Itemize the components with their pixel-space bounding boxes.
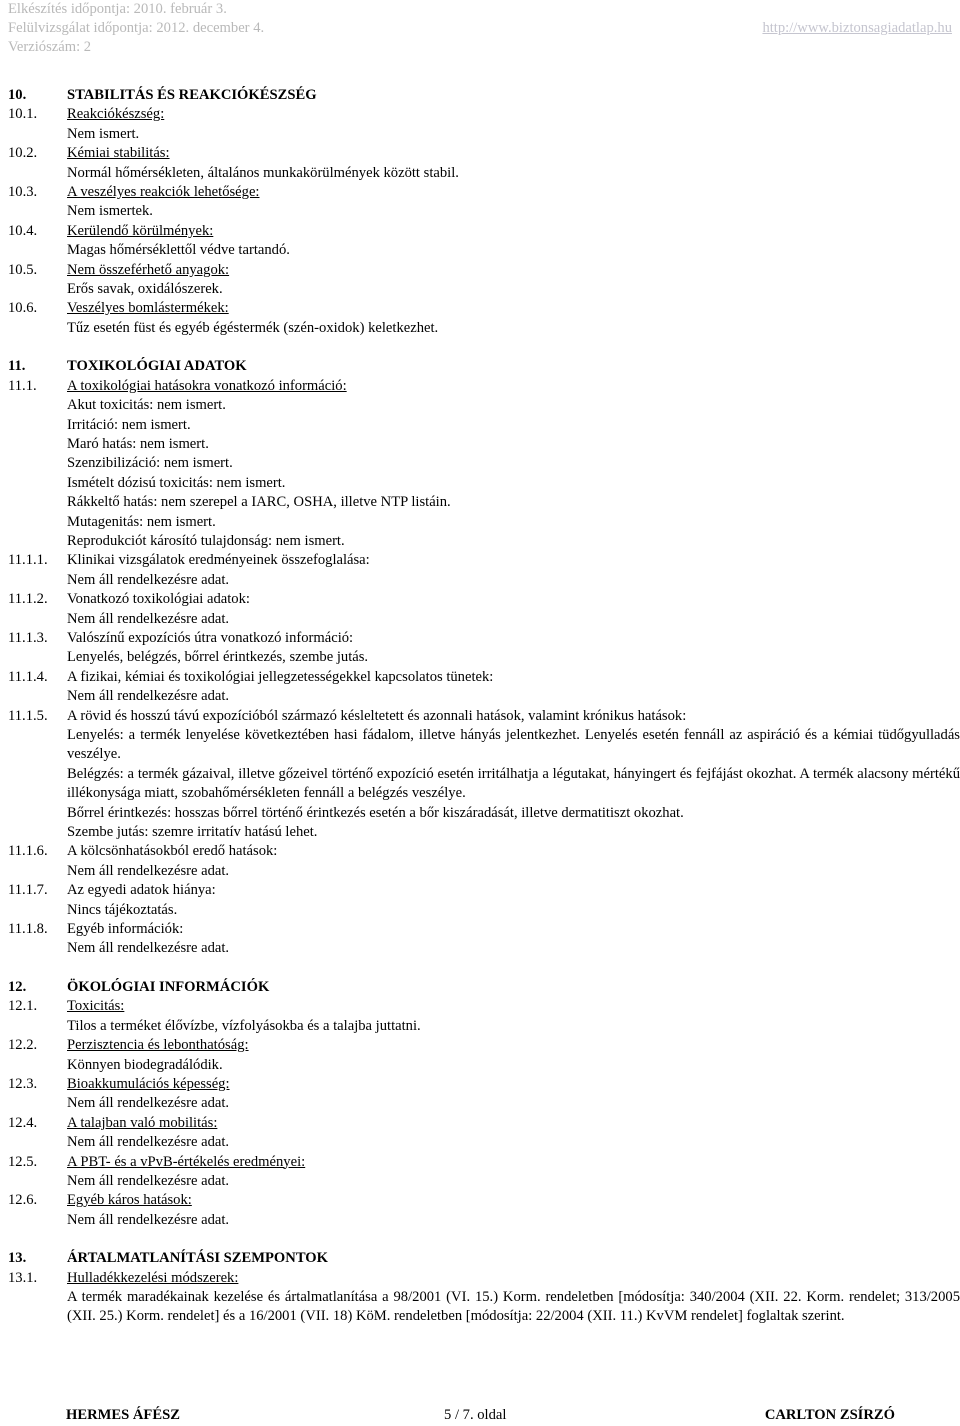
subsection-heading — [8, 590, 960, 609]
subsection-number: 11.1.6. — [8, 843, 48, 860]
version-number: Verziószám: 2 — [8, 39, 92, 55]
subsection-heading — [8, 1075, 960, 1094]
subsection-number: 11.1.3. — [8, 629, 48, 646]
subsection-text: Könnyen biodegradálódik. — [67, 1056, 223, 1073]
section-number: 11. — [8, 358, 26, 375]
subsection-label: Toxicitás: — [67, 998, 125, 1015]
page-header — [8, 0, 952, 60]
toxicity-line: Maró hatás: nem ismert. — [67, 435, 209, 452]
subsection-text: Erős savak, oxidálószerek. — [67, 281, 223, 298]
section-heading — [8, 978, 960, 997]
subsection-label: Valószínű expozíciós útra vonatkozó információ: — [67, 629, 354, 646]
website-link[interactable]: http://www.biztonsagiadatlap.hu — [762, 20, 952, 36]
subsection-heading — [8, 261, 960, 280]
subsection-heading — [8, 222, 960, 241]
subsection-label: Egyéb káros hatások: — [67, 1192, 192, 1209]
eye-contact-paragraph: Szembe jutás: szemre irritatív hatású lehet. — [67, 824, 318, 841]
subsection-label: Bioakkumulációs képesség: — [67, 1075, 230, 1092]
section-number: 12. — [8, 978, 27, 995]
subsection-number: 12.4. — [8, 1114, 38, 1131]
subsection-heading — [8, 105, 960, 124]
subsection-label: A rövid és hosszú távú expozícióból származó késleltetett és azonnali hatások, valamint krónikus hatások: — [67, 707, 687, 724]
section-heading — [8, 1249, 960, 1268]
subsection-number: 10.2. — [8, 145, 38, 162]
subsection-heading — [8, 1191, 960, 1210]
subsection-number: 13.1. — [8, 1269, 38, 1286]
subsection-heading — [8, 183, 960, 202]
page-number: 5 / 7. oldal — [444, 1407, 507, 1423]
subsection-heading — [8, 377, 960, 396]
subsection-heading — [8, 1114, 960, 1133]
subsection-number: 12.6. — [8, 1192, 38, 1209]
subsection-number: 10.6. — [8, 300, 38, 317]
subsection-label: Az egyedi adatok hiánya: — [67, 882, 216, 899]
subsection-label: A veszélyes reakciók lehetősége: — [67, 184, 260, 201]
subsection-number: 10.4. — [8, 222, 38, 239]
subsection-label: A PBT- és a vPvB-értékelés eredményei: — [67, 1153, 306, 1170]
subsection-number: 10.1. — [8, 106, 38, 123]
subsection-text: Tilos a terméket élővízbe, vízfolyásokba és a talajba juttatni. — [67, 1017, 421, 1034]
subsection-label: Klinikai vizsgálatok eredményeinek összefoglalása: — [67, 552, 370, 569]
subsection-text: Normál hőmérsékleten, általános munkakörülmények között stabil. — [67, 164, 459, 181]
subsection-label: Hulladékkezelési módszerek: — [67, 1269, 239, 1286]
subsection-number: 11.1.1. — [8, 552, 48, 569]
company-name: HERMES ÁFÉSZ — [66, 1407, 180, 1423]
revision-date: Felülvizsgálat időpontja: 2012. december 4. — [8, 20, 265, 36]
toxicity-line: Akut toxicitás: nem ismert. — [67, 397, 226, 414]
section-title: STABILITÁS ÉS REAKCIÓKÉSZSÉG — [67, 87, 317, 103]
subsection-text: Nem áll rendelkezésre adat. — [67, 1095, 230, 1112]
subsection-label: Egyéb információk: — [67, 921, 184, 938]
subsection-text: Nem áll rendelkezésre adat. — [67, 940, 230, 957]
subsection-number: 12.1. — [8, 998, 38, 1015]
subsection-label: Reakciókészség: — [67, 106, 165, 123]
subsection-text: Nem áll rendelkezésre adat. — [67, 1211, 230, 1228]
toxicity-line: Rákkeltő hatás: nem szerepel a IARC, OSHA, illetve NTP listáin. — [67, 494, 451, 511]
subsection-label: Nem összeférhető anyagok: — [67, 261, 230, 278]
toxicity-line: Ismételt dózisú toxicitás: nem ismert. — [67, 474, 286, 491]
document-body — [8, 86, 960, 1327]
section-heading — [8, 357, 960, 376]
subsection-number: 12.5. — [8, 1153, 38, 1170]
subsection-heading — [8, 707, 960, 726]
inhalation-paragraph: Belégzés: a termék gázaival, illetve gőzeivel történő expozíció esetén irritálhatja a légutakat, hányingert és fejfájást okozhat. A termék alacsony mértékű illékonysága miatt, szobahőmérsékleten fennáll a belégzés veszélye. — [67, 765, 960, 802]
toxicity-line: Irritáció: nem ismert. — [67, 416, 191, 433]
subsection-text: Tűz esetén füst és egyéb égéstermék (szén-oxidok) keletkezhet. — [67, 319, 439, 336]
subsection-number: 12.3. — [8, 1075, 38, 1092]
subsection-heading — [8, 299, 960, 318]
product-name: CARLTON ZSÍRZÓ — [764, 1407, 895, 1423]
subsection-heading — [8, 551, 960, 570]
section-heading — [8, 86, 960, 105]
subsection-text: Nem áll rendelkezésre adat. — [67, 1172, 230, 1189]
subsection-label: A toxikológiai hatásokra vonatkozó információ: — [67, 377, 347, 394]
subsection-label: Kerülendő körülmények: — [67, 222, 214, 239]
subsection-number: 11.1.7. — [8, 882, 48, 899]
ingestion-paragraph: Lenyelés: a termék lenyelése következtében hasi fádalom, illetve hányás jelentkezhet. Lenyelés esetén fennáll az aspiráció és a kémiai tüdőgyulladás veszélye. — [67, 727, 960, 763]
section-title: ÁRTALMATLANÍTÁSI SZEMPONTOK — [67, 1250, 328, 1267]
subsection-heading — [8, 881, 960, 900]
subsection-text: Nem áll rendelkezésre adat. — [67, 1134, 230, 1151]
subsection-number: 12.2. — [8, 1037, 38, 1054]
subsection-heading — [8, 629, 960, 648]
subsection-number: 11.1.2. — [8, 591, 48, 608]
subsection-heading — [8, 920, 960, 939]
toxicity-line: Mutagenitás: nem ismert. — [67, 513, 216, 530]
skin-contact-paragraph: Bőrrel érintkezés: hosszas bőrrel történő érintkezés esetén a bőr kiszáradását, illetve dermatitiszt okozhat. — [67, 804, 684, 821]
subsection-number: 11.1.5. — [8, 707, 48, 724]
subsection-text: Nem ismert. — [67, 125, 140, 142]
subsection-label: Kémiai stabilitás: — [67, 145, 170, 162]
subsection-text: Nincs tájékoztatás. — [67, 901, 178, 918]
subsection-text: Nem áll rendelkezésre adat. — [67, 862, 230, 879]
created-date: Elkészítés időpontja: 2010. február 3. — [8, 1, 227, 17]
toxicity-line: Reprodukciót károsító tulajdonság: nem ismert. — [67, 532, 345, 549]
subsection-label: Vonatkozó toxikológiai adatok: — [67, 591, 250, 608]
subsection-heading — [8, 842, 960, 861]
subsection-heading — [8, 997, 960, 1016]
subsection-text: Nem áll rendelkezésre adat. — [67, 571, 230, 588]
subsection-label: A fizikai, kémiai és toxikológiai jellegzetességekkel kapcsolatos tünetek: — [67, 668, 494, 685]
subsection-text: Nem áll rendelkezésre adat. — [67, 688, 230, 705]
subsection-number: 11.1.8. — [8, 921, 48, 938]
toxicity-line: Szenzibilizáció: nem ismert. — [67, 455, 233, 472]
subsection-label: Perzisztencia és lebonthatóság: — [67, 1037, 249, 1054]
subsection-text: Nem ismertek. — [67, 203, 153, 220]
subsection-number: 10.5. — [8, 261, 38, 278]
section-number: 10. — [8, 87, 27, 103]
subsection-label: A kölcsönhatásokból eredő hatások: — [67, 843, 278, 860]
subsection-heading — [8, 1153, 960, 1172]
section-title: ÖKOLÓGIAI INFORMÁCIÓK — [67, 978, 270, 995]
subsection-number: 11.1.4. — [8, 668, 48, 685]
subsection-label: A talajban való mobilitás: — [67, 1114, 218, 1131]
subsection-number: 10.3. — [8, 184, 38, 201]
subsection-heading — [8, 668, 960, 687]
subsection-text: Nem áll rendelkezésre adat. — [67, 610, 230, 627]
subsection-heading — [8, 1036, 960, 1055]
subsection-heading — [8, 1269, 960, 1288]
subsection-number: 11.1. — [8, 377, 37, 394]
section-number: 13. — [8, 1250, 27, 1267]
subsection-text: Lenyelés, belégzés, bőrrel érintkezés, szembe jutás. — [67, 649, 369, 666]
section-title: TOXIKOLÓGIAI ADATOK — [67, 358, 247, 375]
subsection-text: A termék maradékainak kezelése és ártalmatlanítása a 98/2001 (VI. 15.) Korm. rendeletben [módosítja: 340/2004 (XII. 22. Korm. rendelet; 313/2005 (XII. 25.) Korm. rendelet] és a 16/2001 (VII. 18) KöM. rendeletben [módosítja: 22/2004 (XII. 11.) KvVM rendelet] foglaltak szerint. — [67, 1288, 960, 1325]
subsection-text: Magas hőmérséklettől védve tartandó. — [67, 242, 290, 259]
subsection-label: Veszélyes bomlástermékek: — [67, 300, 229, 317]
subsection-heading — [8, 144, 960, 163]
